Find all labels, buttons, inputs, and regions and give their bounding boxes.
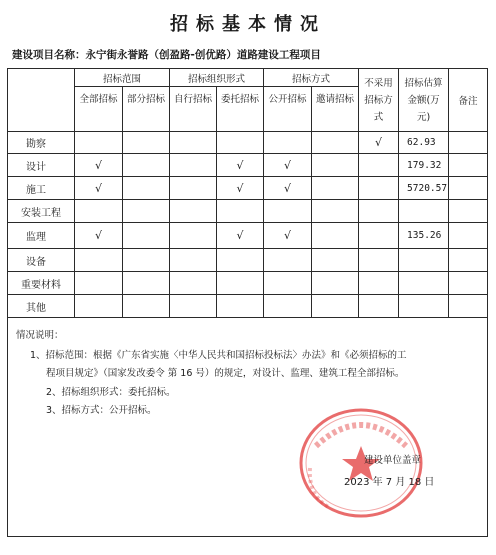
cell-all — [75, 272, 123, 295]
cell-all — [75, 249, 123, 272]
corner-cell — [8, 69, 75, 132]
row-label: 勘察 — [8, 132, 75, 154]
table-row — [8, 223, 488, 249]
subheader-self: 自行招标 — [170, 87, 217, 132]
cell-all: √ — [75, 154, 123, 177]
cell-entrust: √ — [217, 223, 264, 249]
cell-remark — [449, 223, 488, 249]
cell-amount: 179.32 — [399, 154, 449, 177]
cell-amount: 5720.57 — [399, 177, 449, 200]
cell-all: √ — [75, 177, 123, 200]
cell-entrust — [217, 295, 264, 318]
cell-amount: 62.93 — [399, 132, 449, 154]
cell-self — [170, 177, 217, 200]
cell-not-used — [359, 272, 399, 295]
cell-self — [170, 272, 217, 295]
table-row — [8, 154, 488, 177]
remark-header: 备注 — [449, 69, 488, 132]
cell-open: √ — [264, 223, 312, 249]
tender-info-table — [7, 68, 488, 537]
cell-invite — [312, 200, 359, 223]
cell-remark — [449, 154, 488, 177]
cell-self — [170, 200, 217, 223]
cell-open — [264, 295, 312, 318]
table-row — [8, 272, 488, 295]
cell-remark — [449, 200, 488, 223]
project-name-value: 永宁街永誉路（创盈路-创优路）道路建设工程项目 — [85, 49, 321, 61]
row-label: 设计 — [8, 154, 75, 177]
cell-remark — [449, 272, 488, 295]
cell-invite — [312, 154, 359, 177]
cell-all: √ — [75, 223, 123, 249]
not-used-header: 不采用招标方式 — [359, 69, 399, 132]
table-row — [8, 132, 488, 154]
cell-entrust — [217, 132, 264, 154]
cell-not-used — [359, 200, 399, 223]
document-title: 招标基本情况 — [170, 14, 326, 35]
table-row — [8, 200, 488, 223]
cell-part — [123, 177, 170, 200]
cell-open — [264, 200, 312, 223]
subheader-all: 全部招标 — [75, 87, 123, 132]
cell-entrust: √ — [217, 177, 264, 200]
org-form-header: 招标组织形式 — [170, 69, 264, 87]
row-label: 设备 — [8, 249, 75, 272]
cell-open — [264, 272, 312, 295]
cell-self — [170, 223, 217, 249]
cell-all — [75, 295, 123, 318]
cell-open — [264, 249, 312, 272]
subheader-open: 公开招标 — [264, 87, 312, 132]
method-header: 招标方式 — [264, 69, 359, 87]
cell-amount: 135.26 — [399, 223, 449, 249]
cell-not-used — [359, 223, 399, 249]
row-label: 重要材料 — [8, 272, 75, 295]
notes-item-1-cont: 程项目规定》（国家发改委令 第 16 号）的规定，对设计、监理、建筑工程全部招标。 — [46, 368, 405, 379]
notes-item-2: 2、招标组织形式：委托招标。 — [46, 387, 176, 398]
signoff-date: 2023 年 7 月 18 日 — [344, 477, 435, 488]
row-label: 监理 — [8, 223, 75, 249]
cell-amount — [399, 272, 449, 295]
cell-part — [123, 249, 170, 272]
cell-self — [170, 154, 217, 177]
scope-header: 招标范围 — [75, 69, 170, 87]
signoff-unit: 建设单位盖章 — [364, 455, 422, 466]
notes-item-1: 1、招标范围：根据《广东省实施〈中华人民共和国招标投标法〉办法》和《必须招标的工 — [30, 350, 407, 361]
cell-open — [264, 132, 312, 154]
cell-self — [170, 132, 217, 154]
notes-heading: 情况说明： — [16, 330, 64, 341]
subheader-part: 部分招标 — [123, 87, 170, 132]
project-name-label: 建设项目名称： — [12, 49, 86, 61]
cell-part — [123, 272, 170, 295]
notes-item-3: 3、招标方式：公开招标。 — [46, 405, 157, 416]
cell-part — [123, 132, 170, 154]
project-name-line — [12, 47, 321, 62]
amount-header: 招标估算金额(万元) — [399, 69, 449, 132]
cell-remark — [449, 249, 488, 272]
cell-part — [123, 154, 170, 177]
subheader-entrust: 委托招标 — [217, 87, 264, 132]
cell-invite — [312, 177, 359, 200]
cell-not-used — [359, 249, 399, 272]
cell-self — [170, 295, 217, 318]
cell-remark — [449, 177, 488, 200]
cell-amount — [399, 249, 449, 272]
cell-remark — [449, 132, 488, 154]
cell-invite — [312, 272, 359, 295]
cell-not-used — [359, 295, 399, 318]
notes-block — [8, 318, 487, 536]
cell-open: √ — [264, 177, 312, 200]
row-label: 施工 — [8, 177, 75, 200]
cell-self — [170, 249, 217, 272]
row-label: 安装工程 — [8, 200, 75, 223]
notes-cell — [8, 318, 488, 537]
cell-not-used — [359, 154, 399, 177]
row-label: 其他 — [8, 295, 75, 318]
cell-amount — [399, 200, 449, 223]
cell-entrust — [217, 200, 264, 223]
cell-part — [123, 223, 170, 249]
table-row — [8, 249, 488, 272]
cell-not-used — [359, 177, 399, 200]
cell-invite — [312, 223, 359, 249]
cell-entrust — [217, 272, 264, 295]
cell-open: √ — [264, 154, 312, 177]
cell-remark — [449, 295, 488, 318]
table-row — [8, 177, 488, 200]
cell-amount — [399, 295, 449, 318]
cell-all — [75, 200, 123, 223]
cell-not-used: √ — [359, 132, 399, 154]
cell-entrust: √ — [217, 154, 264, 177]
subheader-invite: 邀请招标 — [312, 87, 359, 132]
cell-invite — [312, 132, 359, 154]
cell-invite — [312, 249, 359, 272]
table-row — [8, 295, 488, 318]
cell-part — [123, 200, 170, 223]
cell-entrust — [217, 249, 264, 272]
cell-invite — [312, 295, 359, 318]
cell-part — [123, 295, 170, 318]
cell-all — [75, 132, 123, 154]
